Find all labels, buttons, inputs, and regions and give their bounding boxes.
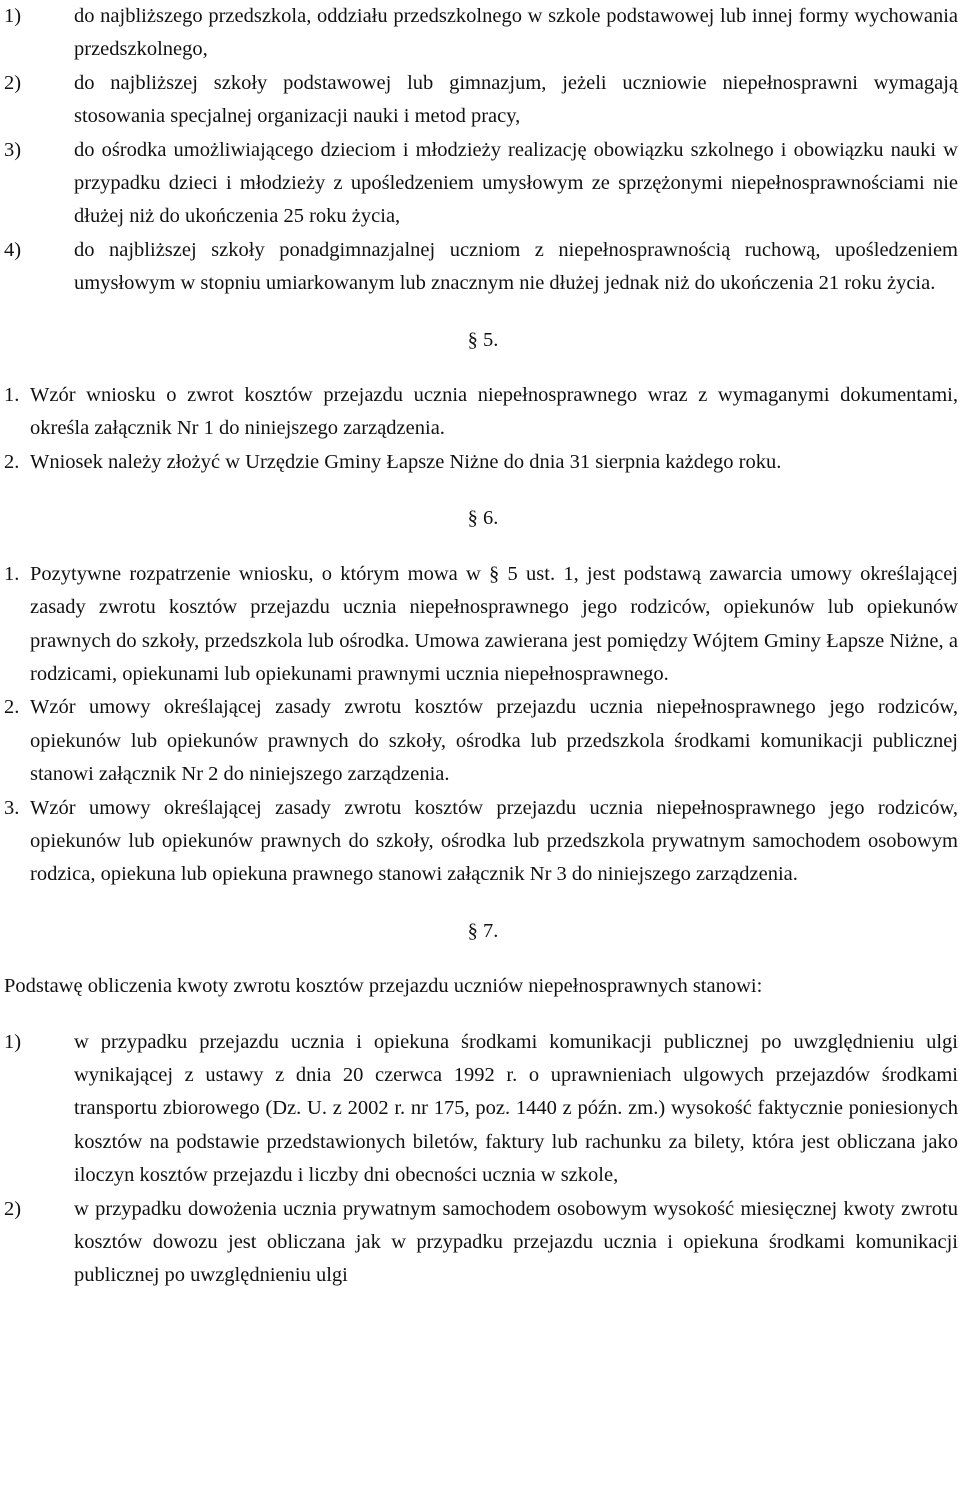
item-text: do najbliższego przedszkola, oddziału przedszkolnego w szkole podstawowej lub innej formy wychowania przedszkolnego, xyxy=(74,5,958,61)
item-number: 3) xyxy=(4,138,22,161)
list-item xyxy=(4,379,958,446)
item-number: 1. xyxy=(4,562,20,585)
list-item xyxy=(4,558,958,692)
list-item xyxy=(4,691,958,791)
item-number: 2) xyxy=(4,1197,22,1220)
item-text: do ośrodka umożliwiającego dzieciom i młodzieży realizację obowiązku szkolnego i obowiązku nauki w przypadku dzieci i młodzieży z upośledzeniem umysłowym ze sprzężonymi niepełnosprawnościami nie dłużej niż do ukończenia 25 roku życia, xyxy=(74,138,958,228)
item-number: 1. xyxy=(4,384,20,407)
eligibility-list xyxy=(4,0,958,301)
item-number: 1) xyxy=(4,1030,22,1053)
item-text: Wzór umowy określającej zasady zwrotu kosztów przejazdu ucznia niepełnosprawnego jego rodziców, opiekunów lub opiekunów prawnych do szkoły, ośrodka lub przedszkola prywatnym samochodem osobowym rodzica, opiekuna lub opiekuna prawnego stanowi załącznik Nr 3 do niniejszego zarządzenia. xyxy=(30,796,958,886)
list-item xyxy=(4,234,958,301)
item-number: 4) xyxy=(4,238,22,261)
item-number: 2) xyxy=(4,71,22,94)
section-7-list xyxy=(4,1026,958,1293)
list-item xyxy=(4,67,958,134)
section-5-heading: § 5. xyxy=(467,328,499,351)
item-text: do najbliższej szkoły ponadgimnazjalnej uczniom z niepełnosprawnością ruchową, upośledzeniem umysłowym w stopniu umiarkowanym lub znacznym nie dłużej jednak niż do ukończenia 21 roku życia. xyxy=(74,238,958,295)
item-text: w przypadku dowożenia ucznia prywatnym samochodem osobowym wysokość miesięcznej kwoty zwrotu kosztów dowozu jest obliczana jak w przypadku przejazdu ucznia i opiekuna środkami komunikacji publicznej po uwzględnieniu ulgi xyxy=(74,1197,958,1287)
item-number: 2. xyxy=(4,450,20,473)
section-6-list xyxy=(4,558,958,892)
section-6-heading: § 6. xyxy=(467,507,499,530)
item-text: do najbliższej szkoły podstawowej lub gimnazjum, jeżeli uczniowie niepełnosprawni wymagają stosowania specjalnej organizacji nauki i metod pracy, xyxy=(74,71,958,128)
item-text: Wniosek należy złożyć w Urzędzie Gminy Łapsze Niżne do dnia 31 sierpnia każdego roku. xyxy=(30,450,782,473)
item-text: w przypadku przejazdu ucznia i opiekuna środkami komunikacji publicznej po uwzględnieniu ulgi wynikającej z ustawy z dnia 20 czerwca 1992 r. o uprawnieniach ulgowych przejazdów środkami transportu zbiorowego (Dz. U. z 2002 r. nr 175, poz. 1440 z późn. zm.) wysokość faktycznie poniesionych kosztów na podstawie przedstawionych biletów, faktury lub rachunku za bilety, która jest obliczana jako iloczyn kosztów przejazdu i liczby dni obecności ucznia w szkole, xyxy=(74,1030,958,1187)
item-number: 3. xyxy=(4,796,20,819)
item-number: 1) xyxy=(4,5,22,27)
section-7-heading: § 7. xyxy=(467,919,499,942)
section-7-intro: Podstawę obliczenia kwoty zwrotu kosztów przejazdu uczniów niepełnosprawnych stanowi: xyxy=(4,975,763,998)
list-item xyxy=(4,1193,958,1293)
list-item xyxy=(4,792,958,892)
item-text: Pozytywne rozpatrzenie wniosku, o którym mowa w § 5 ust. 1, jest podstawą zawarcia umowy określającej zasady zwrotu kosztów przejazdu ucznia niepełnosprawnego jego rodziców, opiekunów lub opiekunów prawnych do szkoły, przedszkola lub ośrodka. Umowa zawierana jest pomiędzy Wójtem Gminy Łapsze Niżne, a rodzicami, opiekunami lub opiekunami prawnymi ucznia niepełnosprawnego. xyxy=(30,562,958,685)
section-5-list xyxy=(4,379,958,479)
list-item xyxy=(4,134,958,234)
list-item xyxy=(4,0,958,67)
item-text: Wzór wniosku o zwrot kosztów przejazdu ucznia niepełnosprawnego wraz z wymaganymi dokumentami, określa załącznik Nr 1 do niniejszego zarządzenia. xyxy=(30,384,958,440)
item-text: Wzór umowy określającej zasady zwrotu kosztów przejazdu ucznia niepełnosprawnego jego rodziców, opiekunów lub opiekunów prawnych do szkoły, ośrodka lub przedszkola środkami komunikacji publicznej stanowi załącznik Nr 2 do niniejszego zarządzenia. xyxy=(30,696,958,786)
item-number: 2. xyxy=(4,696,20,719)
list-item xyxy=(4,1026,958,1193)
list-item xyxy=(4,446,958,479)
